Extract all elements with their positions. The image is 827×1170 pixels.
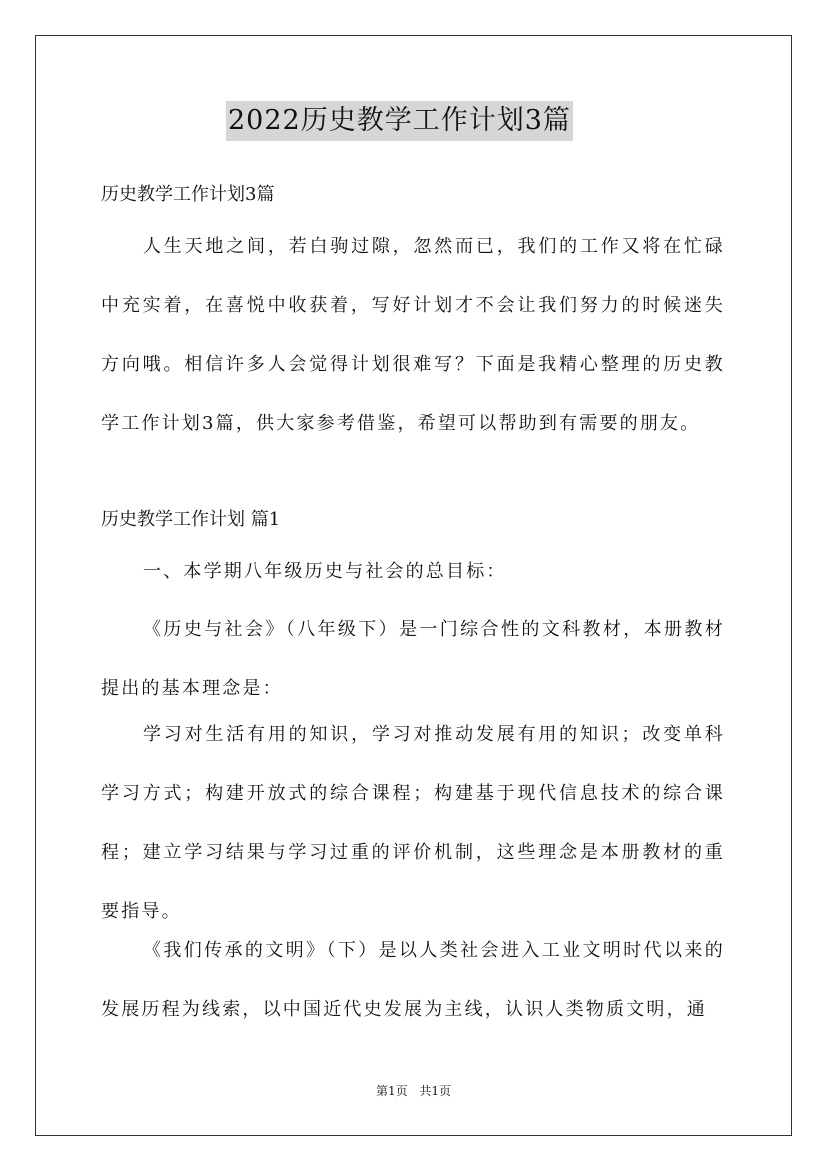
document-title: 2022历史教学工作计划3篇 xyxy=(226,101,573,141)
page-count: 共1页 xyxy=(419,1084,452,1098)
section-heading: 历史教学工作计划 篇1 xyxy=(101,509,281,530)
body-paragraph-1: 《历史与社会》（八年级下）是一门综合性的文科教材，本册教材提出的基本理念是： xyxy=(101,619,725,699)
page-number: 第1页 xyxy=(375,1084,408,1098)
goal-heading: 一、本学期八年级历史与社会的总目标： xyxy=(143,561,507,582)
intro-paragraph: 人生天地之间，若白驹过隙，忽然而已，我们的工作又将在忙碌中充实着，在喜悦中收获着，写好计划才不会让我们努力的时候迷失方向哦。相信许多人会觉得计划很难写？下面是我精心整理的历史教学工作计划3篇，供大家参考借鉴，希望可以帮助到有需要的朋友。 xyxy=(101,236,725,434)
body-paragraph-2: 学习对生活有用的知识，学习对推动发展有用的知识；改变单科学习方式；构建开放式的综合课程；构建基于现代信息技术的综合课程；建立学习结果与学习过重的评价机制，这些理念是本册教材的重要指导。 xyxy=(101,724,725,922)
page-footer xyxy=(0,1083,827,1099)
body-paragraph-3: 《我们传承的文明》（下）是以人类社会进入工业文明时代以来的发展历程为线索，以中国近代史发展为主线，认识人类物质文明，通 xyxy=(101,940,725,1020)
document-subtitle: 历史教学工作计划3篇 xyxy=(101,184,275,205)
